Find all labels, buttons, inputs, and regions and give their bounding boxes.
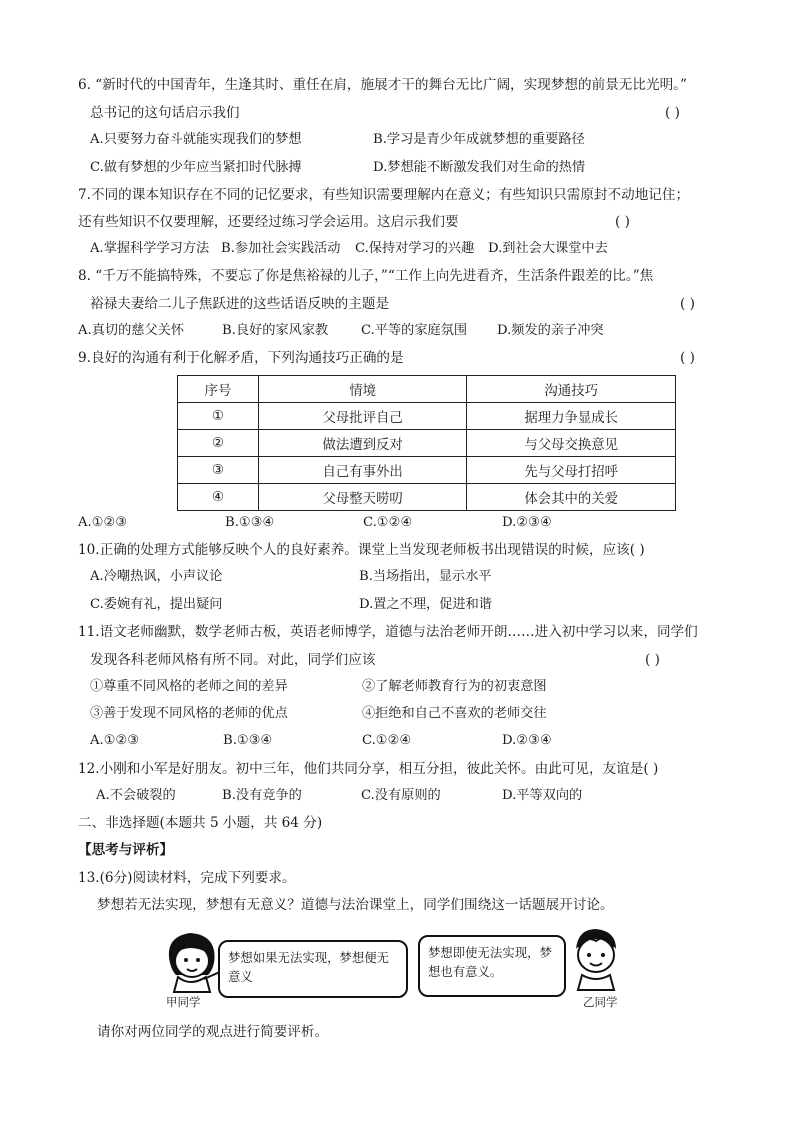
- q9-answer-blank[interactable]: ( ): [680, 350, 695, 366]
- q8-stem-line1: 8. “千万不能搞特殊，不要忘了你是焦裕禄的儿子，”“工作上向先进看齐，生活条件跟差的比。”焦: [78, 268, 654, 284]
- q13-question: 请你对两位同学的观点进行简要评析。: [97, 1024, 329, 1040]
- student-a-speech-bubble: [218, 940, 408, 998]
- table-header-cell: 沟通技巧: [467, 376, 676, 403]
- q11-stem-line2: 发现各科老师风格有所不同。对此，同学们应该: [90, 652, 376, 668]
- table-header-cell: 情境: [258, 376, 467, 403]
- q7-answer-blank[interactable]: ( ): [615, 214, 630, 230]
- q12-option-c[interactable]: C.没有原则的: [361, 788, 441, 803]
- student-a-girl-illustration: [160, 929, 226, 993]
- student-b-name: 乙同学: [583, 995, 618, 1009]
- table-row: [178, 430, 676, 457]
- table-cell: ②: [178, 430, 259, 457]
- q10-option-a[interactable]: A.冷嘲热讽，小声议论: [90, 569, 223, 584]
- q11-option-c[interactable]: C.①②④: [362, 733, 412, 748]
- table-cell: 据理力争显成长: [467, 403, 676, 430]
- q10-stem: 10.正确的处理方式能够反映个人的良好素养。课堂上当发现老师板书出现错误的时候，应该( ): [78, 542, 645, 558]
- table-cell: 父母整天唠叨: [258, 484, 467, 511]
- table-cell: ①: [178, 403, 259, 430]
- q12-stem: 12.小刚和小军是好朋友。初中三年，他们共同分享，相互分担，彼此关怀。由此可见，友谊是( ): [78, 761, 659, 777]
- table-cell: ③: [178, 457, 259, 484]
- q11-option-d[interactable]: D.②③④: [502, 733, 552, 748]
- q11-option-b[interactable]: B.①③④: [223, 733, 273, 748]
- student-b-speech-text: 梦想即使无法实现，梦想也有意义。: [428, 945, 552, 979]
- q13-stem: 13.(6分)阅读材料，完成下列要求。: [78, 870, 296, 886]
- q12-option-a[interactable]: A.不会破裂的: [96, 788, 176, 803]
- q7-option-b[interactable]: B.参加社会实践活动: [221, 241, 341, 256]
- q7-stem-line1: 7.不同的课本知识存在不同的记忆要求，有些知识需要理解内在意义；有些知识只需原封不动地记住；: [78, 187, 690, 203]
- q9-communication-table: [177, 375, 676, 511]
- q6-option-b[interactable]: B.学习是青少年成就梦想的重要路径: [373, 132, 585, 147]
- section-subtitle: 【思考与评析】: [78, 842, 174, 858]
- q6-answer-blank[interactable]: ( ): [665, 105, 680, 121]
- table-cell: 父母批评自己: [258, 403, 467, 430]
- q7-option-c[interactable]: C.保持对学习的兴趣: [355, 241, 475, 256]
- student-b-speech-bubble: [418, 935, 566, 997]
- q10-option-b[interactable]: B.当场指出，显示水平: [359, 569, 492, 584]
- q9-option-b[interactable]: B.①③④: [225, 515, 275, 530]
- section-title: 二、非选择题(本题共 5 小题，共 64 分): [78, 815, 323, 831]
- q12-option-b[interactable]: B.没有竞争的: [222, 788, 302, 803]
- q8-answer-blank[interactable]: ( ): [680, 296, 695, 312]
- q13-material: 梦想若无法实现，梦想有无意义？道德与法治课堂上，同学们围绕这一话题展开讨论。: [97, 897, 614, 913]
- table-cell: 体会其中的关爱: [467, 484, 676, 511]
- table-cell: 与父母交换意见: [467, 430, 676, 457]
- q8-option-a[interactable]: A.真切的慈父关怀: [78, 323, 185, 338]
- q9-option-c[interactable]: C.①②④: [363, 515, 413, 530]
- table-row: [178, 484, 676, 511]
- q8-option-c[interactable]: C.平等的家庭氛围: [361, 323, 468, 338]
- table-cell: 做法遭到反对: [258, 430, 467, 457]
- q8-option-d[interactable]: D.频发的亲子冲突: [497, 323, 604, 338]
- q9-option-d[interactable]: D.②③④: [502, 515, 552, 530]
- q12-option-d[interactable]: D.平等双向的: [502, 788, 583, 803]
- student-b-boy-illustration: [566, 925, 624, 991]
- q9-stem: 9.良好的沟通有利于化解矛盾，下列沟通技巧正确的是: [78, 350, 404, 366]
- q7-option-d[interactable]: D.到社会大课堂中去: [488, 241, 608, 256]
- q6-stem-line1: 6. “新时代的中国青年，生逢其时、重任在肩，施展才干的舞台无比广阔，实现梦想的前景无比光明。”: [78, 77, 687, 93]
- q6-stem-line2: 总书记的这句话启示我们: [90, 105, 240, 121]
- q11-statement-1: ①尊重不同风格的老师之间的差异: [90, 679, 288, 694]
- q8-stem-line2: 裕禄夫妻给二儿子焦跃进的这些话语反映的主题是: [90, 296, 390, 312]
- q6-option-c[interactable]: C.做有梦想的少年应当紧扣时代脉搏: [90, 160, 302, 175]
- q11-answer-blank[interactable]: ( ): [645, 652, 660, 668]
- q7-stem-line2: 还有些知识不仅要理解，还要经过练习学会运用。这启示我们要: [78, 214, 459, 230]
- table-row: [178, 457, 676, 484]
- table-cell: ④: [178, 484, 259, 511]
- table-cell: 先与父母打招呼: [467, 457, 676, 484]
- q11-stem-line1: 11.语文老师幽默，数学老师古板，英语老师博学，道德与法治老师开朗……进入初中学习以来，同学们: [78, 624, 698, 640]
- student-a-speech-text: 梦想如果无法实现，梦想便无意义: [228, 950, 390, 984]
- q10-option-d[interactable]: D.置之不理，促进和谐: [359, 597, 492, 612]
- q11-statement-4: ④拒绝和自己不喜欢的老师交往: [362, 706, 547, 721]
- table-header-row: [178, 376, 676, 403]
- q10-option-c[interactable]: C.委婉有礼，提出疑问: [90, 597, 223, 612]
- table-header-cell: 序号: [178, 376, 259, 403]
- student-a-name: 甲同学: [166, 995, 201, 1009]
- q8-option-b[interactable]: B.良好的家风家教: [222, 323, 329, 338]
- q7-option-a[interactable]: A.掌握科学学习方法: [90, 241, 210, 256]
- q11-statement-2: ②了解老师教育行为的初衷意图: [362, 679, 547, 694]
- q6-option-a[interactable]: A.只要努力奋斗就能实现我们的梦想: [90, 132, 302, 147]
- q11-option-a[interactable]: A.①②③: [90, 733, 140, 748]
- q6-option-d[interactable]: D.梦想能不断激发我们对生命的热情: [373, 160, 586, 175]
- q11-statement-3: ③善于发现不同风格的老师的优点: [90, 706, 288, 721]
- table-row: [178, 403, 676, 430]
- table-cell: 自己有事外出: [258, 457, 467, 484]
- q9-option-a[interactable]: A.①②③: [78, 515, 128, 530]
